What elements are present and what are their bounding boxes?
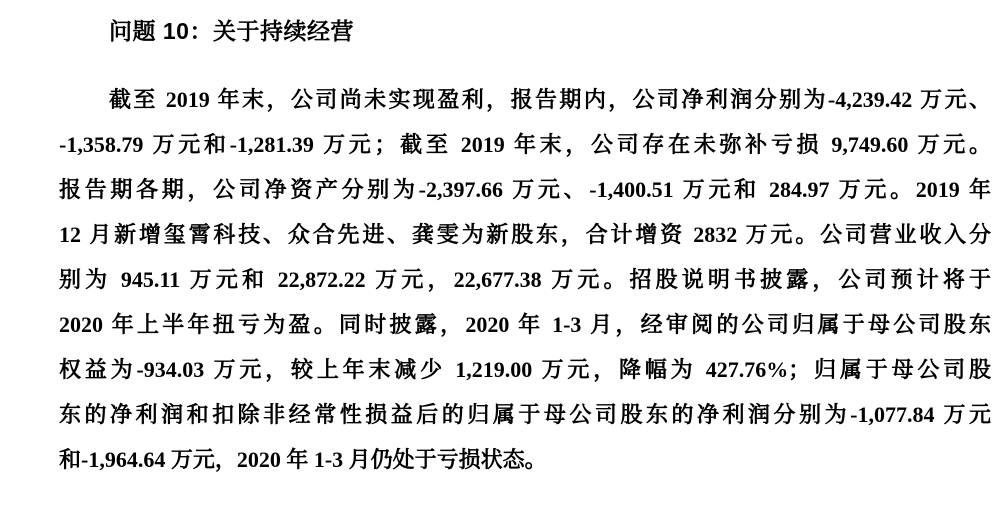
paragraph-line-5: 别为 945.11 万元和 22,872.22 万元，22,677.38 万元。招股说明书披露，公司预计将于 bbox=[59, 267, 991, 292]
paragraph-line-1: 截至 2019 年末，公司尚未实现盈利，报告期内，公司净利润分别为-4,239.42 万元、 bbox=[109, 87, 991, 112]
paragraph-line-3: 报告期各期，公司净资产分别为-2,397.66 万元、-1,400.51 万元和 284.97 万元。2019 年 bbox=[59, 177, 991, 202]
paragraph-line-6: 2020 年上半年扭亏为盈。同时披露，2020 年 1-3 月，经审阅的公司归属于母公司股东 bbox=[59, 312, 991, 337]
paragraph-line-8: 东的净利润和扣除非经常性损益后的归属于母公司股东的净利润分别为-1,077.84 万元 bbox=[59, 402, 991, 427]
paragraph-line-2: -1,358.79 万元和-1,281.39 万元；截至 2019 年末，公司存在未弥补亏损 9,749.60 万元。 bbox=[59, 132, 991, 157]
paragraph-line-7: 权益为-934.03 万元，较上年末减少 1,219.00 万元，降幅为 427.76%；归属于母公司股 bbox=[59, 357, 992, 382]
body-paragraph bbox=[59, 77, 991, 482]
section-heading: 问题 10：关于持续经营 bbox=[109, 18, 354, 44]
paragraph-line-9: 和-1,964.64 万元，2020 年 1-3 月仍处于亏损状态。 bbox=[59, 447, 547, 472]
paragraph-line-4: 12 月新增玺霄科技、众合先进、龚雯为新股东，合计增资 2832 万元。公司营业收入分 bbox=[59, 222, 991, 247]
